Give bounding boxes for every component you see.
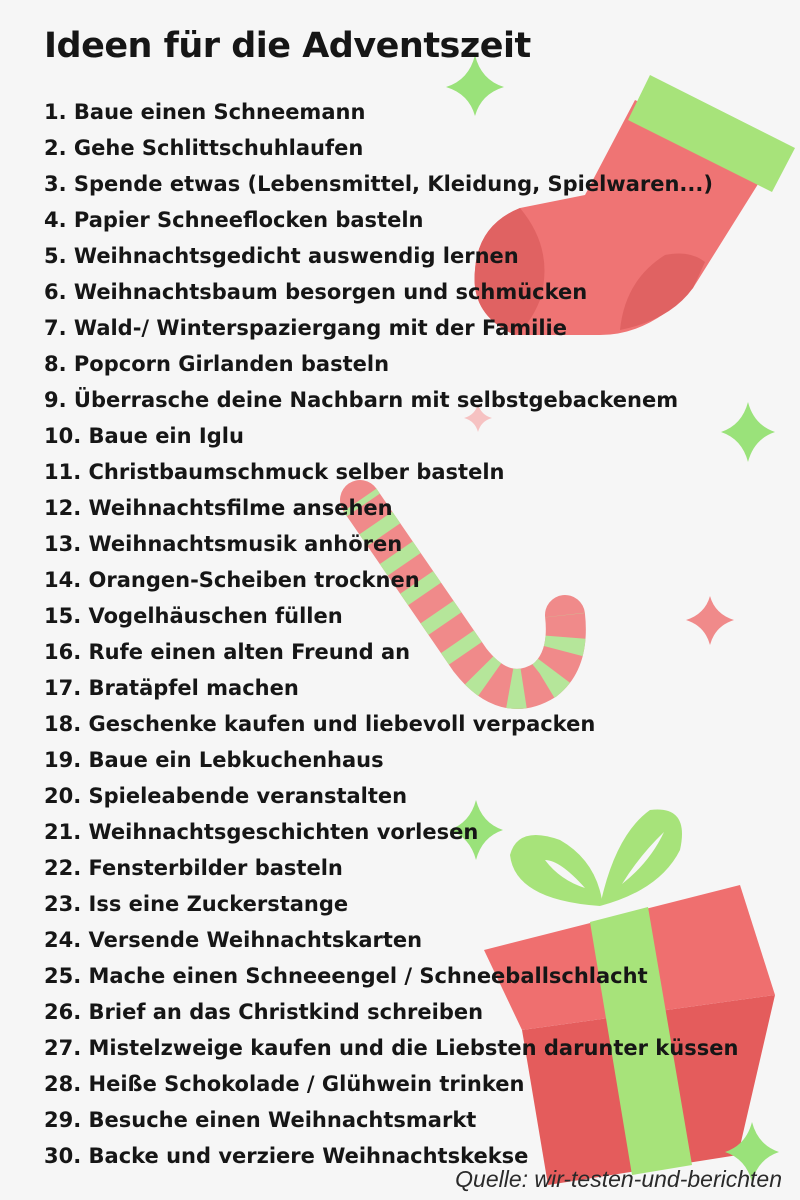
- list-item: 20. Spieleabende veranstalten: [44, 784, 408, 808]
- list-item: 11. Christbaumschmuck selber basteln: [44, 460, 505, 484]
- list-item: 8. Popcorn Girlanden basteln: [44, 352, 390, 376]
- list-item: 19. Baue ein Lebkuchenhaus: [44, 748, 384, 772]
- ideas-list: [44, 94, 738, 1174]
- list-item: 30. Backe und verziere Weihnachtskekse: [44, 1144, 529, 1168]
- list-item: 27. Mistelzweige kaufen und die Liebsten darunter küssen: [44, 1036, 739, 1060]
- list-item: 12. Weihnachtsfilme ansehen: [44, 496, 393, 520]
- list-item: 22. Fensterbilder basteln: [44, 856, 343, 880]
- list-item: 26. Brief an das Christkind schreiben: [44, 1000, 484, 1024]
- page-title: Ideen für die Adventszeit: [44, 26, 531, 66]
- list-item: 16. Rufe einen alten Freund an: [44, 640, 411, 664]
- list-item: 4. Papier Schneeflocken basteln: [44, 208, 424, 232]
- list-item: 25. Mache einen Schneeengel / Schneeballschlacht: [44, 964, 648, 988]
- list-item: 7. Wald-/ Winterspaziergang mit der Familie: [44, 316, 567, 340]
- list-item: 28. Heiße Schokolade / Glühwein trinken: [44, 1072, 525, 1096]
- list-item: 29. Besuche einen Weihnachtsmarkt: [44, 1108, 477, 1132]
- list-item: 24. Versende Weihnachtskarten: [44, 928, 423, 952]
- list-item: 23. Iss eine Zuckerstange: [44, 892, 349, 916]
- list-item: 17. Bratäpfel machen: [44, 676, 299, 700]
- list-item: 1. Baue einen Schneemann: [44, 100, 366, 124]
- list-item: 15. Vogelhäuschen füllen: [44, 604, 343, 628]
- list-item: 9. Überrasche deine Nachbarn mit selbstgebackenem: [44, 388, 679, 412]
- list-item: 5. Weihnachtsgedicht auswendig lernen: [44, 244, 519, 268]
- list-item: 13. Weihnachtsmusik anhören: [44, 532, 403, 556]
- list-item: 18. Geschenke kaufen und liebevoll verpacken: [44, 712, 596, 736]
- list-item: 3. Spende etwas (Lebensmittel, Kleidung, Spielwaren...): [44, 172, 713, 196]
- source-credit: Quelle: wir-testen-und-berichten: [455, 1166, 782, 1192]
- list-item: 10. Baue ein Iglu: [44, 424, 244, 448]
- list-item: 6. Weihnachtsbaum besorgen und schmücken: [44, 280, 588, 304]
- list-item: 21. Weihnachtsgeschichten vorlesen: [44, 820, 479, 844]
- list-item: 14. Orangen-Scheiben trocknen: [44, 568, 420, 592]
- list-item: 2. Gehe Schlittschuhlaufen: [44, 136, 364, 160]
